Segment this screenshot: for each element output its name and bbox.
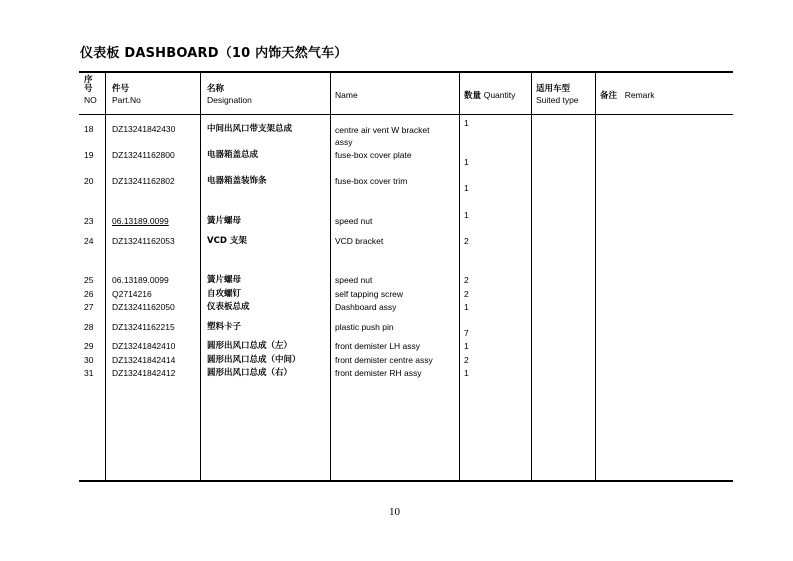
row-name: front demister centre assy [335,355,433,365]
row-quantity: 1 [464,341,469,351]
row-designation: 圆形出风口总成（右） [207,368,293,378]
row-designation: 仪表板总成 [207,302,250,312]
header-quantity [464,90,515,102]
page-title: 仪表板 DASHBOARD（10 内饰天然气车） [80,46,348,61]
row-no: 23 [84,216,94,226]
row-name: Dashboard assy [335,302,397,312]
table-top-rule [79,71,733,73]
row-part-no: DZ13241842410 [112,341,176,351]
row-no: 25 [84,275,94,285]
row-no: 26 [84,289,94,299]
row-quantity: 2 [464,275,469,285]
header-suited-type [536,84,579,106]
row-part-no: DZ13241162802 [112,176,175,186]
header-part-zh: 件号 [112,84,130,94]
header-name-en: Name [335,90,358,100]
row-quantity: 1 [464,368,469,378]
header-quantity-zh: 数量 [464,91,482,101]
row-part-no: DZ13241162053 [112,236,175,246]
header-suited-en: Suited type [536,95,579,105]
row-quantity: 1 [464,118,469,128]
row-part-no: DZ13241162215 [112,322,175,332]
column-divider [200,73,201,481]
header-designation [207,84,252,106]
row-name: plastic push pin [335,322,394,332]
table-bottom-rule [79,480,733,482]
row-designation: 电器箱盖装饰条 [207,176,267,186]
header-name [335,90,358,101]
row-no: 31 [84,368,94,378]
row-no: 24 [84,236,94,246]
header-part-en: Part.No [112,95,141,105]
row-designation: 塑料卡子 [207,322,242,332]
header-suited-zh: 适用车型 [536,84,571,94]
row-name: VCD bracket [335,236,384,246]
row-designation: VCD 支架 [207,236,247,246]
column-divider [595,73,596,481]
row-part-no: 06.13189.0099 [112,216,169,226]
row-name: self tapping screw [335,289,404,299]
header-remark [600,90,654,102]
row-part-no: 06.13189.0099 [112,275,169,285]
row-name: centre air vent W bracket assy [335,125,430,147]
row-designation: 圆形出风口总成（左） [207,341,293,351]
row-part-no: DZ13241162050 [112,302,175,312]
header-no-en: NO [84,95,97,105]
row-name: fuse-box cover plate [335,150,412,160]
page-number: 10 [389,506,400,518]
row-designation: 簧片螺母 [207,216,242,226]
row-quantity: 1 [464,183,469,193]
row-part-no: DZ13241842412 [112,368,176,378]
header-remark-zh: 备注 [600,91,618,101]
row-name: fuse-box cover trim [335,176,408,186]
row-name: front demister RH assy [335,368,422,378]
table-header-rule [79,114,733,115]
row-part-no: DZ13241842430 [112,124,176,134]
header-no-zh: 序 号 [84,75,93,94]
header-quantity-en: Quantity [483,90,516,100]
row-quantity: 7 [464,328,469,338]
column-divider [330,73,331,481]
header-designation-en: Designation [207,95,252,105]
column-divider [531,73,532,481]
row-quantity: 1 [464,302,469,312]
row-designation: 中间出风口带支架总成 [207,124,293,134]
row-part-no: Q2714216 [112,289,152,299]
header-no [84,76,104,106]
row-no: 20 [84,176,94,186]
row-no: 29 [84,341,94,351]
row-designation: 自攻螺钉 [207,289,242,299]
row-no: 18 [84,124,94,134]
row-no: 27 [84,302,94,312]
row-designation: 电器箱盖总成 [207,150,259,160]
column-divider [459,73,460,481]
header-part-no [112,84,141,106]
row-designation: 圆形出风口总成（中间） [207,355,301,365]
header-designation-zh: 名称 [207,84,225,94]
row-quantity: 2 [464,289,469,299]
row-part-no: DZ13241162800 [112,150,175,160]
row-quantity: 2 [464,236,469,246]
row-no: 28 [84,322,94,332]
row-quantity: 2 [464,355,469,365]
row-quantity: 1 [464,210,469,220]
row-part-no: DZ13241842414 [112,355,176,365]
row-name: speed nut [335,216,373,226]
row-no: 19 [84,150,94,160]
row-designation: 簧片螺母 [207,275,242,285]
row-name: speed nut [335,275,373,285]
header-remark-en: Remark [624,90,655,100]
row-name: front demister LH assy [335,341,421,351]
row-quantity: 1 [464,157,469,167]
row-no: 30 [84,355,94,365]
column-divider [105,73,106,481]
